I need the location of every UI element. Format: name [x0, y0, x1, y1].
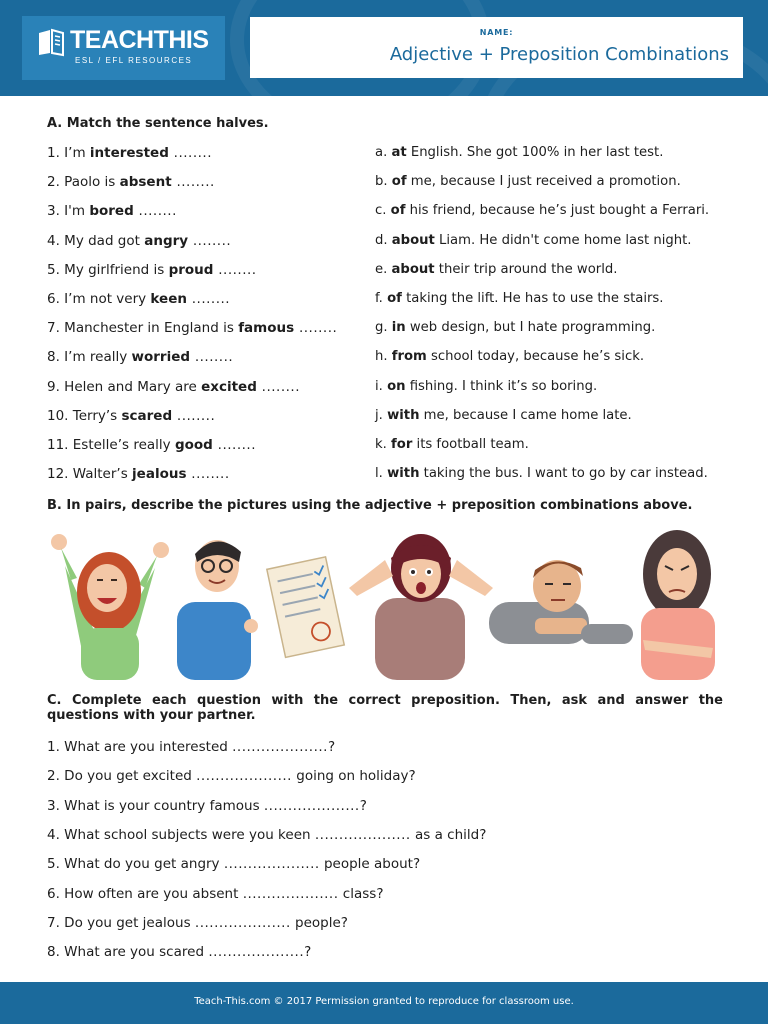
answer-blank[interactable]: ....................: [223, 856, 320, 873]
answer-blank[interactable]: ........: [168, 145, 212, 161]
logo-title: TEACHTHIS: [70, 26, 209, 54]
question-text-end: going on holiday?: [291, 768, 416, 785]
worksheet-title: Adjective + Preposition Combinations: [389, 44, 729, 65]
answer-blank[interactable]: ........: [190, 349, 234, 366]
ending-text: me, because I just received a promotion.: [406, 174, 681, 190]
ending-text: fishing. I think it’s so boring.: [405, 378, 598, 394]
ending-letter: f.: [375, 291, 388, 306]
adjective-keyword: scared: [121, 407, 173, 424]
sentence-beginning: [47, 233, 231, 249]
ending-text: Liam. He didn't come home last night.: [434, 232, 692, 248]
ending-letter: h.: [375, 349, 392, 365]
ending-letter: j.: [375, 407, 388, 423]
sentence-text: 1. I’m: [47, 145, 90, 161]
answer-blank[interactable]: ........: [172, 407, 216, 424]
question-text: 1. What are you interested: [47, 739, 233, 755]
section-b-instruction: In pairs, describe the pictures using the adjective + preposition combinations above.: [66, 498, 693, 513]
question-item: [47, 856, 420, 872]
section-c-instruction-line-1: [47, 693, 723, 708]
ending-letter: e.: [375, 261, 392, 277]
sentence-ending: [375, 262, 617, 277]
ending-letter: k.: [375, 437, 392, 452]
adjective-keyword: famous: [238, 320, 295, 337]
answer-blank[interactable]: ........: [186, 466, 230, 483]
question-text: 3. What is your country famous: [47, 797, 264, 814]
sentence-ending: [375, 466, 708, 481]
sentence-text: 2. Paolo is: [47, 174, 120, 191]
sentence-text: 3. I'm: [47, 203, 90, 220]
ending-letter: l.: [375, 466, 388, 482]
book-icon: [36, 27, 66, 57]
question-text-end: ?: [327, 739, 336, 755]
sentence-text: 5. My girlfriend is: [47, 261, 169, 278]
excited-woman-picture: [51, 534, 169, 680]
ending-text: their trip around the world.: [434, 261, 618, 277]
sentence-beginning: [47, 437, 256, 453]
section-a-instruction: Match the sentence halves.: [66, 116, 269, 131]
question-text: 2. Do you get excited: [47, 768, 197, 785]
sentence-ending: [375, 349, 644, 364]
question-text: 6. How often are you absent: [47, 885, 243, 902]
preposition-keyword: with: [387, 407, 420, 423]
section-c-heading: [47, 693, 723, 723]
adjective-keyword: angry: [144, 232, 189, 249]
answer-blank[interactable]: ....................: [242, 885, 339, 902]
preposition-keyword: of: [387, 291, 402, 306]
answer-blank[interactable]: ........: [213, 261, 257, 278]
adjective-keyword: bored: [89, 203, 134, 220]
preposition-keyword: for: [391, 437, 413, 452]
question-item: [47, 944, 311, 960]
ending-letter: d.: [375, 232, 392, 248]
section-b-heading: [47, 498, 692, 513]
pictures-strip: [45, 528, 723, 680]
ending-letter: i.: [375, 378, 388, 394]
answer-blank[interactable]: ........: [171, 174, 215, 191]
sentence-ending: [375, 320, 655, 335]
sentence-text: 8. I’m really: [47, 349, 132, 366]
sentence-text: 11. Estelle’s really: [47, 437, 175, 453]
sentence-beginning: [47, 262, 257, 278]
answer-blank[interactable]: ........: [186, 291, 231, 307]
preposition-keyword: at: [391, 145, 407, 160]
answer-blank[interactable]: ........: [256, 378, 301, 395]
answer-blank[interactable]: ........: [212, 437, 256, 453]
question-item: [47, 915, 348, 931]
question-text-end: people?: [290, 914, 348, 931]
section-c-instruction-line-2: questions with your partner.: [47, 708, 256, 723]
adjective-keyword: proud: [168, 261, 214, 278]
sentence-ending: [375, 233, 692, 248]
ending-letter: g.: [375, 320, 392, 336]
jealous-woman-picture: [641, 530, 715, 680]
preposition-keyword: with: [387, 466, 420, 482]
question-text: 5. What do you get angry: [47, 856, 224, 873]
sentence-text: 9. Helen and Mary are: [47, 378, 202, 395]
sentence-ending: [375, 145, 663, 160]
section-a-letter: A.: [47, 116, 63, 131]
adjective-keyword: absent: [119, 174, 172, 191]
section-c-letter: C.: [47, 693, 62, 708]
adjective-keyword: excited: [201, 378, 257, 395]
ending-text: its football team.: [412, 437, 529, 452]
answer-blank[interactable]: ....................: [232, 739, 328, 755]
sentence-ending: [375, 437, 529, 452]
adjective-keyword: jealous: [132, 466, 187, 483]
sentence-ending: [375, 408, 632, 423]
question-text-end: class?: [338, 885, 384, 902]
sentence-beginning: [47, 145, 212, 161]
sentence-text: 7. Manchester in England is: [47, 320, 239, 337]
question-text: 8. What are you scared: [47, 944, 209, 961]
adjective-keyword: keen: [150, 291, 187, 307]
sentence-beginning: [47, 320, 337, 336]
section-c-instruction-text-1: Complete each question with the correct preposition. Then, ask and answer the: [71, 693, 723, 708]
footer-banner: [0, 982, 768, 1024]
preposition-keyword: of: [391, 174, 407, 190]
answer-blank[interactable]: ....................: [263, 797, 360, 814]
ending-letter: c.: [375, 203, 391, 219]
footer-copyright: Teach-This.com © 2017 Permission granted to reproduce for classroom use.: [194, 996, 574, 1007]
header-banner: [0, 0, 768, 96]
ending-text: taking the bus. I want to go by car instead.: [419, 466, 708, 482]
preposition-keyword: in: [391, 320, 406, 336]
answer-blank[interactable]: ........: [133, 203, 177, 220]
ending-text: English. She got 100% in her last test.: [406, 145, 664, 160]
answer-blank[interactable]: ....................: [208, 944, 305, 961]
sentence-beginning: [47, 379, 300, 395]
sentence-beginning: [47, 349, 233, 365]
ending-letter: a.: [375, 145, 392, 160]
sentence-beginning: [47, 174, 215, 190]
answer-blank[interactable]: ....................: [314, 826, 411, 843]
preposition-keyword: of: [390, 203, 406, 219]
teachthis-logo: [22, 16, 225, 80]
question-text-end: people about?: [319, 856, 421, 873]
question-text-end: ?: [359, 797, 367, 814]
ending-text: web design, but I hate programming.: [405, 320, 656, 336]
question-text: 7. Do you get jealous: [47, 914, 195, 931]
question-text: 4. What school subjects were you keen: [47, 826, 315, 843]
adjective-keyword: good: [174, 437, 213, 453]
proud-man-picture: [177, 540, 344, 680]
question-text-end: as a child?: [410, 826, 487, 843]
sentence-ending: [375, 174, 681, 189]
preposition-keyword: about: [391, 261, 435, 277]
answer-blank[interactable]: ....................: [194, 914, 291, 931]
preposition-keyword: from: [391, 349, 427, 365]
adjective-keyword: worried: [131, 349, 191, 366]
sentence-ending: [375, 379, 597, 394]
answer-blank[interactable]: ........: [294, 320, 338, 337]
title-box: [250, 17, 743, 78]
adjective-keyword: interested: [89, 145, 169, 161]
sentence-text: 4. My dad got: [47, 232, 145, 249]
question-item: [47, 739, 335, 755]
sentence-ending: [375, 291, 663, 306]
sentence-text: 12. Walter’s: [47, 466, 133, 483]
sentence-beginning: [47, 466, 230, 482]
section-b-letter: B.: [47, 498, 62, 513]
name-label: NAME:: [479, 28, 514, 37]
sentence-text: 10. Terry’s: [47, 407, 122, 424]
sentence-beginning: [47, 203, 177, 219]
bored-man-picture: [489, 560, 633, 644]
preposition-keyword: about: [391, 232, 435, 248]
section-a-heading: [47, 116, 269, 131]
sentence-beginning: [47, 291, 230, 307]
logo-subtitle: ESL / EFL RESOURCES: [75, 56, 193, 65]
worried-woman-picture: [349, 534, 493, 680]
sentence-text: 6. I’m not very: [47, 291, 151, 307]
ending-text: taking the lift. He has to use the stairs.: [401, 291, 664, 306]
answer-blank[interactable]: ....................: [196, 768, 292, 785]
ending-letter: b.: [375, 174, 392, 190]
question-item: [47, 798, 367, 814]
ending-text: school today, because he’s sick.: [426, 349, 645, 365]
answer-blank[interactable]: ........: [188, 232, 232, 249]
ending-text: me, because I came home late.: [419, 407, 632, 423]
question-item: [47, 768, 416, 784]
question-text-end: ?: [304, 944, 312, 961]
question-item: [47, 827, 486, 843]
sentence-ending: [375, 203, 709, 218]
ending-text: his friend, because he’s just bought a Ferrari.: [405, 203, 710, 219]
sentence-beginning: [47, 408, 215, 424]
preposition-keyword: on: [387, 378, 406, 394]
question-item: [47, 886, 384, 902]
